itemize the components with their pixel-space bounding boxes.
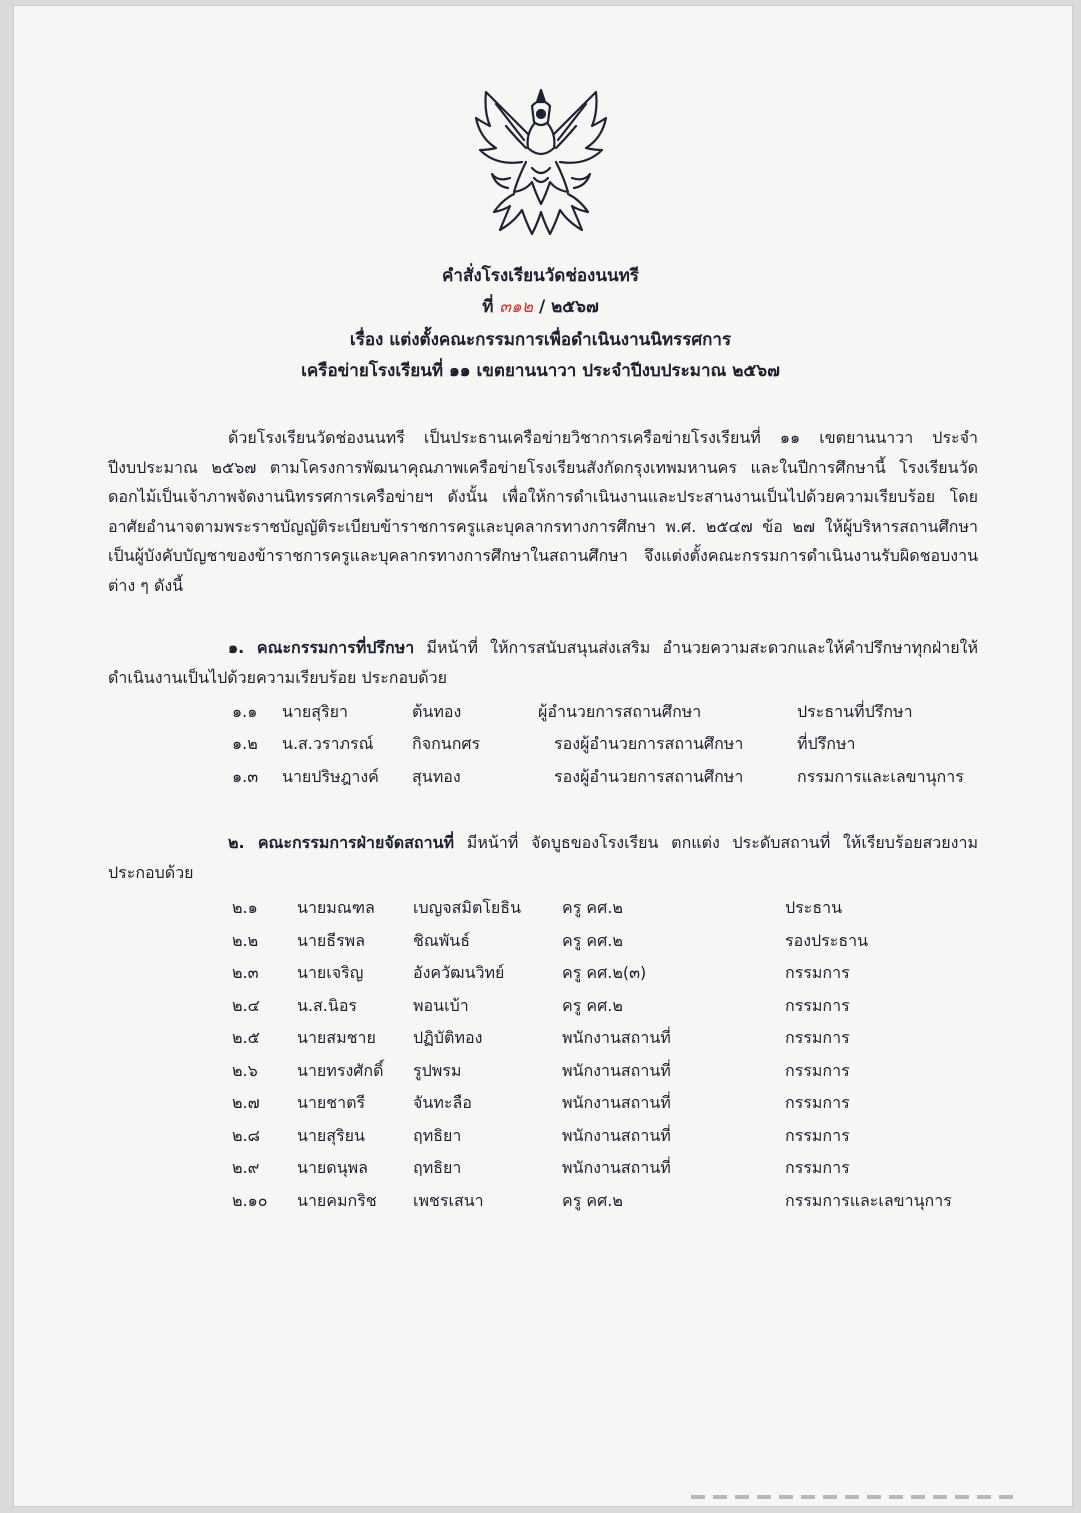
- member-role: ประธาน: [785, 898, 843, 917]
- member-position: ครู คศ.๒: [562, 995, 623, 1015]
- member-last-name: ชิณพันธ์: [413, 930, 470, 950]
- member-first-name: นายดนุพล: [297, 1158, 368, 1177]
- member-position: พนักงานสถานที่: [562, 1028, 671, 1047]
- member-last-name: เพชรเสนา: [413, 1190, 484, 1210]
- committee2-description: มีหน้าที่ จัดบูธของโรงเรียน ตกแต่ง ประดับสถานที่ ให้เรียบร้อยสวยงาม ประกอบด้วย: [108, 833, 978, 882]
- member-number: ๒.๑๐: [232, 1190, 268, 1210]
- member-role: กรรมการ: [785, 1158, 850, 1177]
- member-role: กรรมการ: [785, 1125, 850, 1145]
- member-number: ๒.๙: [232, 1158, 260, 1177]
- committee1-heading: ๑. คณะกรรมการที่ปรึกษา: [228, 638, 415, 657]
- member-number: ๒.๒: [232, 930, 259, 950]
- committee1-paragraph: [108, 633, 978, 692]
- member-position: รองผู้อำนวยการสถานศึกษา: [554, 767, 744, 786]
- member-first-name: นายปริษฎางค์: [282, 767, 379, 786]
- member-position: ครู คศ.๒: [562, 930, 623, 950]
- member-last-name: ฤทธิยา: [413, 1158, 462, 1177]
- member-first-name: นายมณฑล: [297, 898, 375, 917]
- footer-scribble: [691, 1495, 1021, 1499]
- committee2-heading: ๒. คณะกรรมการฝ่ายจัดสถานที่: [228, 833, 455, 852]
- member-role: กรรมการและเลขานุการ: [785, 1190, 952, 1210]
- member-first-name: นายธีรพล: [297, 930, 366, 950]
- member-last-name: พอนเบ้า: [413, 995, 469, 1015]
- member-number: ๒.๑: [232, 898, 258, 917]
- member-first-name: นายทรงศักดิ์: [297, 1060, 384, 1080]
- garuda-emblem: [466, 82, 616, 244]
- member-first-name: น.ส.วราภรณ์: [282, 734, 374, 753]
- order-subject: เรื่อง แต่งตั้งคณะกรรมการเพื่อดำเนินงานนิทรรศการ: [349, 330, 732, 350]
- member-last-name: กิจกนกศร: [412, 734, 481, 753]
- order-number-suffix: / ๒๕๖๗: [538, 297, 599, 317]
- member-first-name: นายสุริยน: [297, 1125, 365, 1145]
- member-first-name: นายเจริญ: [297, 963, 364, 982]
- member-last-name: ปฏิบัติทอง: [413, 1028, 483, 1047]
- member-first-name: นายชาตรี: [297, 1093, 366, 1112]
- member-role: ประธานที่ปรึกษา: [797, 702, 913, 721]
- member-number: ๒.๗: [232, 1093, 260, 1112]
- intro-text: ด้วยโรงเรียนวัดช่องนนทรี เป็นประธานเครือข่ายวิชาการเครือข่ายโรงเรียนที่ ๑๑ เขตยานนาวา ประจำปีงบประมาณ ๒๕๖๗ ตามโครงการพัฒนาคุณภาพเครือข่ายโรงเรียนสังกัดกรุงเทพมหานคร และในปีการศึกษานี้ โรงเรียนวัดดอกไม้เป็นเจ้าภาพจัดงานนิทรรศการเครือข่ายฯ ดังนั้น เพื่อให้การดำเนินงานและประสานงานเป็นไปด้วยความเรียบร้อย โดยอาศัยอำนาจตามพระราชบัญญัติระเบียบข้าราชการครูและบุคลากรทางการศึกษา พ.ศ. ๒๕๔๗ ข้อ ๒๗ ให้ผู้บริหารสถานศึกษาเป็นผู้บังคับบัญชาของข้าราชการครูและบุคลากรทางการศึกษาในสถานศึกษา จึงแต่งตั้งคณะกรรมการดำเนินงานรับผิดชอบงานต่าง ๆ ดังนี้: [108, 428, 978, 595]
- member-last-name: ฤทธิยา: [413, 1125, 462, 1145]
- member-position: รองผู้อำนวยการสถานศึกษา: [554, 734, 744, 753]
- member-number: ๒.๘: [232, 1125, 260, 1145]
- member-number: ๑.๒: [232, 734, 258, 753]
- member-first-name: นายสมชาย: [297, 1028, 376, 1047]
- member-last-name: เบญจสมิตโยธิน: [413, 898, 522, 917]
- member-position: พนักงานสถานที่: [562, 1158, 671, 1177]
- order-number: [0, 293, 1081, 320]
- member-role: กรรมการ: [785, 1028, 850, 1047]
- member-number: ๑.๑: [232, 702, 258, 721]
- order-subject-network: เครือข่ายโรงเรียนที่ ๑๑ เขตยานนาวา ประจำปีงบประมาณ ๒๕๖๗: [301, 361, 780, 381]
- member-position: ผู้อำนวยการสถานศึกษา: [538, 702, 702, 721]
- member-role: กรรมการ: [785, 963, 850, 982]
- committee2-paragraph: [108, 828, 978, 887]
- member-position: ครู คศ.๒: [562, 898, 623, 917]
- member-number: ๒.๕: [232, 1028, 260, 1047]
- member-last-name: รูปพรม: [413, 1060, 462, 1080]
- order-number-prefix: ที่: [482, 297, 494, 317]
- member-role: กรรมการ: [785, 995, 850, 1015]
- member-role: รองประธาน: [785, 930, 869, 950]
- member-number: ๒.๖: [232, 1060, 258, 1080]
- order-number-handwritten: ๓๑๒: [499, 297, 534, 317]
- member-role: กรรมการและเลขานุการ: [797, 767, 964, 786]
- member-position: ครู คศ.๒: [562, 1190, 623, 1210]
- member-last-name: จันทะลือ: [413, 1093, 472, 1112]
- member-first-name: นายคมกริช: [297, 1190, 377, 1210]
- member-number: ๒.๓: [232, 963, 259, 982]
- member-position: ครู คศ.๒(๓): [562, 963, 647, 982]
- member-number: ๑.๓: [232, 767, 259, 786]
- member-last-name: สุนทอง: [412, 767, 461, 786]
- member-first-name: น.ส.นิอร: [297, 995, 358, 1015]
- member-position: พนักงานสถานที่: [562, 1060, 671, 1080]
- committee1-description: มีหน้าที่ ให้การสนับสนุนส่งเสริม อำนวยความสะดวกและให้คำปรึกษาทุกฝ่ายให้ดำเนินงานเป็นไปด้วยความเรียบร้อย ประกอบด้วย: [108, 638, 979, 687]
- member-number: ๒.๔: [232, 995, 260, 1015]
- member-last-name: ต้นทอง: [412, 702, 462, 721]
- member-position: พนักงานสถานที่: [562, 1093, 671, 1112]
- intro-paragraph: [108, 423, 978, 600]
- order-title: คำสั่งโรงเรียนวัดช่องนนทรี: [442, 266, 639, 286]
- member-role: กรรมการ: [785, 1060, 850, 1080]
- member-role: ที่ปรึกษา: [797, 734, 856, 753]
- member-last-name: อังควัฒนวิทย์: [413, 963, 505, 982]
- member-position: พนักงานสถานที่: [562, 1125, 671, 1145]
- member-role: กรรมการ: [785, 1093, 850, 1112]
- member-first-name: นายสุริยา: [282, 702, 349, 721]
